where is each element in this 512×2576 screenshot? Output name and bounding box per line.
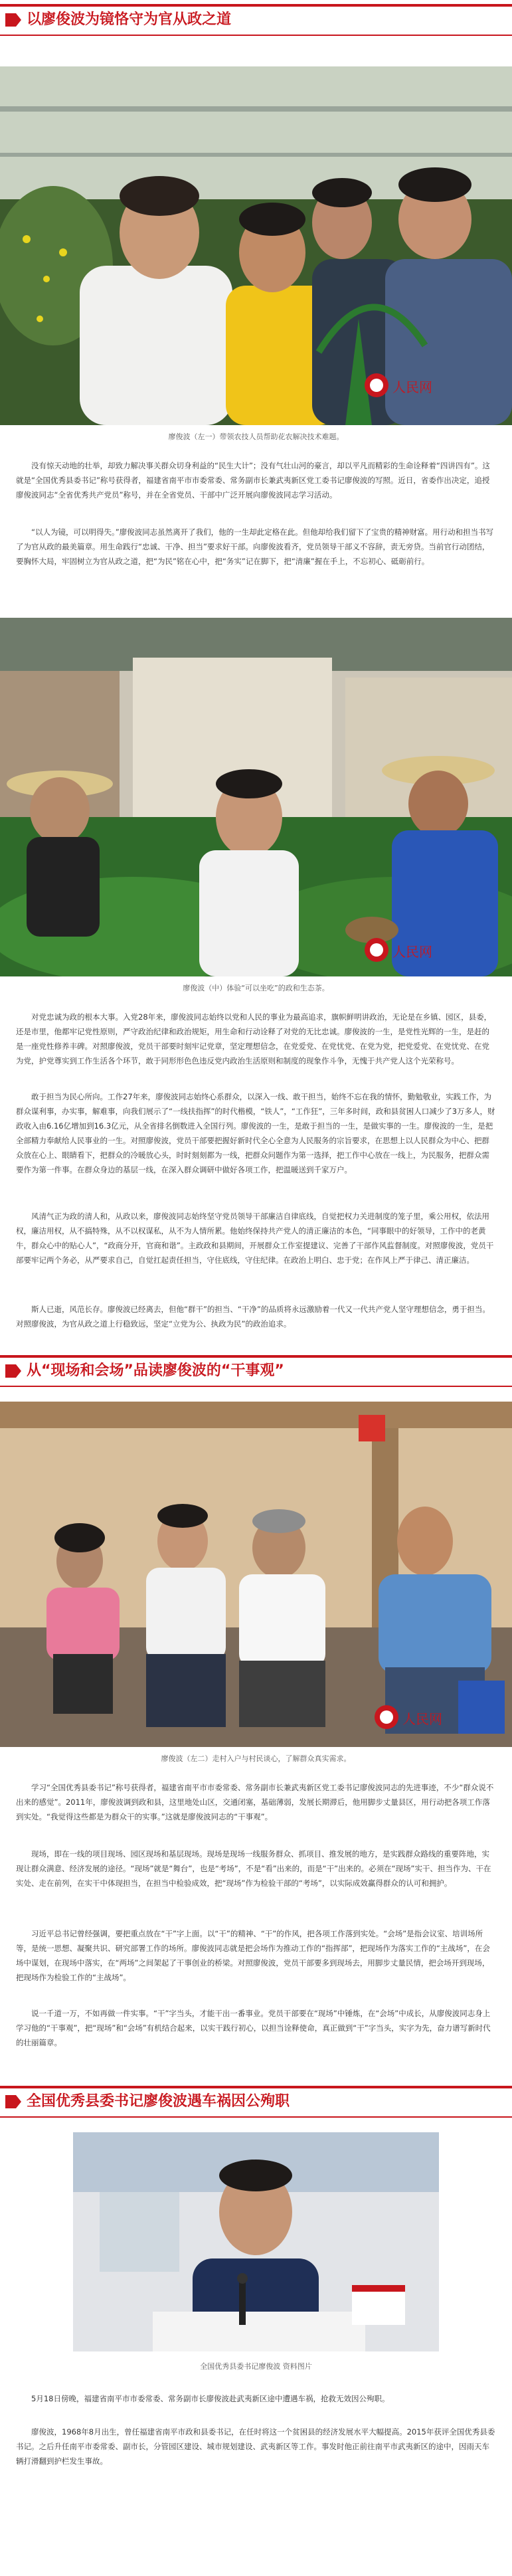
section-marker-icon xyxy=(5,13,16,27)
watermark-logo-icon xyxy=(362,369,462,402)
photo-tea-field-image xyxy=(0,618,512,976)
s3-paragraph-2: 廖俊波，1968年8月出生，曾任福建省南平市政和县委书记，在任时将这一个贫困县的经济发展水平大幅提高。2015年获评全国优秀县委书记。之后升任南平市委常委、副市长，分管园区建设、城市规划建设、武夷新区等工作。事发时他正前往南平市武夷新区的途中，因雨天车辆打滑翻到护栏发生事故。 xyxy=(16,2427,495,2466)
watermark-logo-icon-2 xyxy=(362,933,462,966)
section-header-1 xyxy=(0,4,512,36)
watermark-label-3: 人民网 xyxy=(402,1711,442,1727)
s2-paragraph-1: 学习“全国优秀县委书记”称号获得者，福建省南平市市委常委、常务副市长兼武夷新区党工委书记廖俊波同志的先进事迹，不少“群众说不出来的感觉”。2011年，廖俊波调到政和县，这里地处山区，交通闭塞，基础薄弱，发展长期滞后，他用脚步丈量县区，用行动把各项工作落到实处。“我觉得这些都是为群众干的实事。”这就是廖俊波同志的“干事观”。 xyxy=(16,1783,494,1821)
s1-paragraph-3: 对党忠诚为政的根本大事。入党28年来，廖俊波同志始终以党和人民的事业为最高追求，旗帜鲜明讲政治，无论是在乡镇、园区，县委，还是市里，他都牢记党性原则，严守政治纪律和政治规矩，用生命和行动诠释了对党的无比忠诚。廖俊波的一生，是党性光辉的一生，是赶的是一座党性修养丰碑。对照廖俊波，党员干部要时刻牢记党章，坚定理想信念，在党爱党、在党忧党、在党为党，把党爱党、在党忧党、在党为党，护党尊实到工作生活各个环节，敢于同形形色色违反党内政治生活原则和制度的现象作斗争，无愧于共产党人这个光荣称号。 xyxy=(16,1012,492,1065)
header-bar-bottom xyxy=(0,35,512,36)
s1-paragraph-2: “以人为镜，可以明得失。”廖俊波同志虽然离开了我们，他的一生却此定格在此。但他却给我们留下了宝贵的精神财富。用行动和担当书写了为官从政的最美篇章。用生命践行“忠诚、干净、担当”要求好干部。向廖俊波看齐，党员领导干部义不容辞，责无旁贷。当前官行动团结，要胸怀大局，牢固树立为官从政之道，把“为民”铭在心中，把“务实”记在脚下，把“清廉”握在手上，不忘初心、砥砺前行。 xyxy=(16,527,494,566)
watermark-label: 人民网 xyxy=(392,379,432,395)
section-marker-icon-3 xyxy=(5,2095,16,2108)
photo-village-visit-image xyxy=(0,1402,512,1747)
photo-flower-garden xyxy=(0,66,512,425)
photo3-caption: 廖俊波（左二）走村入户与村民谈心，了解群众真实需求。 xyxy=(161,1754,351,1763)
s1-paragraph-1: 没有惊天动地的壮举，却致力解决事关群众切身利益的“民生大计”；没有气壮山河的豪言，却以平凡而精彩的生命诠释着“四讲四有”。这就是“全国优秀县委书记”称号获得者，福建省南平市市委常委、常务副市长兼武夷新区党工委书记廖俊波的写照。近日，省委作出决定，追授廖俊波同志“全省优秀共产党员”称号，并在全省党员、干部中广泛开展向廖俊波同志学习活动。 xyxy=(16,461,490,500)
photo4-caption: 全国优秀县委书记廖俊波 资料图片 xyxy=(200,2362,312,2371)
photo-tea-field xyxy=(0,618,512,976)
header-bar-bottom-3 xyxy=(0,2116,512,2118)
section-title-3: 全国优秀县委书记廖俊波遇车祸因公殉职 xyxy=(27,2093,290,2110)
photo-village-visit xyxy=(0,1402,512,1747)
watermark-label-2: 人民网 xyxy=(392,944,432,960)
s2-paragraph-3: 习近平总书记曾经强调，要把重点放在“干”字上面。以“干”的精神、“干”的作风，把各项工作落到实处。“会场”是指会议室、培训场所等，是统一思想、凝聚共识、研究部署工作的场所。廖俊波同志就是把会场作为推动工作的“指挥部”，把现场作为落实工作的“主战场”，在会场中谋划，在现场中落实，在“两场”之间架起了干事创业的桥梁。对照廖俊波，党员干部要多到现场去，用脚步丈量民情，把会场开到现场，把现场作为检验工作的“主战场”。 xyxy=(16,1929,490,1982)
s1-paragraph-6: 斯人已逝，风范长存。廖俊波已经离去，但他“群干”的担当、“干净”的品质将永远激励着一代又一代共产党人坚守理想信念，勇于担当。对照廖俊波，为官从政之道上行稳致远，坚定“立党为公、执政为民”的政治追求。 xyxy=(16,1305,490,1329)
s2-paragraph-4: 说一千道一万，不如再做一件实事。“干”字当头，才能干出一番事业。党员干部要在“现场”中锤炼，在“会场”中成长，从廖俊波同志身上学习他的“干事观”，把“现场”和“会场”有机结合起来，以实干践行初心，以担当诠释使命，真正做到“干”字当头，实字为先，奋力谱写新时代的壮丽篇章。 xyxy=(16,2009,491,2047)
header-bar-top xyxy=(0,4,512,7)
photo-portrait-image xyxy=(73,2132,439,2351)
photo1-caption: 廖俊波（左一）带领农技人员帮助花农解决技术难题。 xyxy=(168,432,344,441)
header-bar-top-3 xyxy=(0,2086,512,2088)
s1-paragraph-4: 敢于担当为民心所向。工作27年来，廖俊波同志始终心系群众，以深入一线、敢干担当，始终不忘在我的情怀，勤勉敬业，实践工作，为群众谋利事，办实事，解难事，向我们展示了“一线扶指挥”的时代楷模，“铁人”，“工作狂”，三年多时间，政和县贫困人口减少了3万多人，财政收入由6.16亿增加到16.3亿元，从全省排名倒数进入全国行列。廖俊波的一生，是敢于担当的一生，是做实事的一生。廖俊波的一生，是把全部精力奉献给人民事业的一生。对照廖俊波，党员干部要把握好新时代全心全意为人民服务的宗旨要求，在思想上以人民群众为中心、把群众放在心上、眼睛看下，把群众的冷暖放心头，时时刻刻都为一线，把群众问题作为第一选择，把工作中心放在一线上，为民服务，把群众需要作为第一件事。在群众身边的基层一线，在深入群众调研中做好各项工作，把温暖送到千家万户。 xyxy=(16,1092,495,1174)
s1-paragraph-5: 风清气正为政的清人和，从政以来，廖俊波同志始终坚守党员领导干部廉洁自律底线，自觉把权力关进制度的笼子里，乘公用权，依法用权，廉洁用权，从不搞特殊，从不以权谋私，从不为人情所累。他始终保持共产党人的清正廉洁的本色，“同事眼中的好领导，工作中的老黄牛，群众心中的贴心人”，“政商分开，官商和谐”。主政政和县期间，开展群众工作室提建议、完善了干部作风监督制度。对照廖俊波，党员干部要牢记两个务必，从严要求自己，自觉扛起责任担当，守住底线，守住纪律。在政治上明白、忠于党；在作风上严于律己、清正廉洁。 xyxy=(16,1212,494,1265)
section-marker-icon-2 xyxy=(5,1364,16,1378)
watermark-logo-icon-3 xyxy=(372,1701,471,1734)
section-header-2 xyxy=(0,1355,512,1387)
section-title-1: 以廖俊波为镜恪守为官从政之道 xyxy=(27,11,232,28)
header-bar-top-2 xyxy=(0,1355,512,1358)
photo-portrait xyxy=(73,2132,439,2351)
header-bar-bottom-2 xyxy=(0,1386,512,1387)
s3-paragraph-1: 5月18日傍晚，福建省南平市市委常委、常务副市长廖俊波赴武夷新区途中遭遇车祸，抢救无效因公殉职。 xyxy=(31,2394,390,2403)
section-header-3 xyxy=(0,2086,512,2118)
section-title-2: 从“现场和会场”品读廖俊波的“干事观” xyxy=(27,1362,284,1379)
photo2-caption: 廖俊波（中）体验“可以坐吃”的政和生态茶。 xyxy=(183,984,329,992)
s2-paragraph-2: 现场，即在一线的项目现场、园区现场和基层现场。现场是现场一线服务群众、抓项目、推发展的地方，是实践群众路线的重要阵地，实现让群众满意、经济发展的途径。“现场”就是“舞台”，也是“考场”，不是“看”出来的，而是“干”出来的。必须在“现场”实干、担当作为、干在实处、走在前列，在实干中体现担当，在担当中检验成效，把“现场”作为检验干部的“考场”，以实际成效赢得群众的认可和拥护。 xyxy=(16,1849,491,1888)
